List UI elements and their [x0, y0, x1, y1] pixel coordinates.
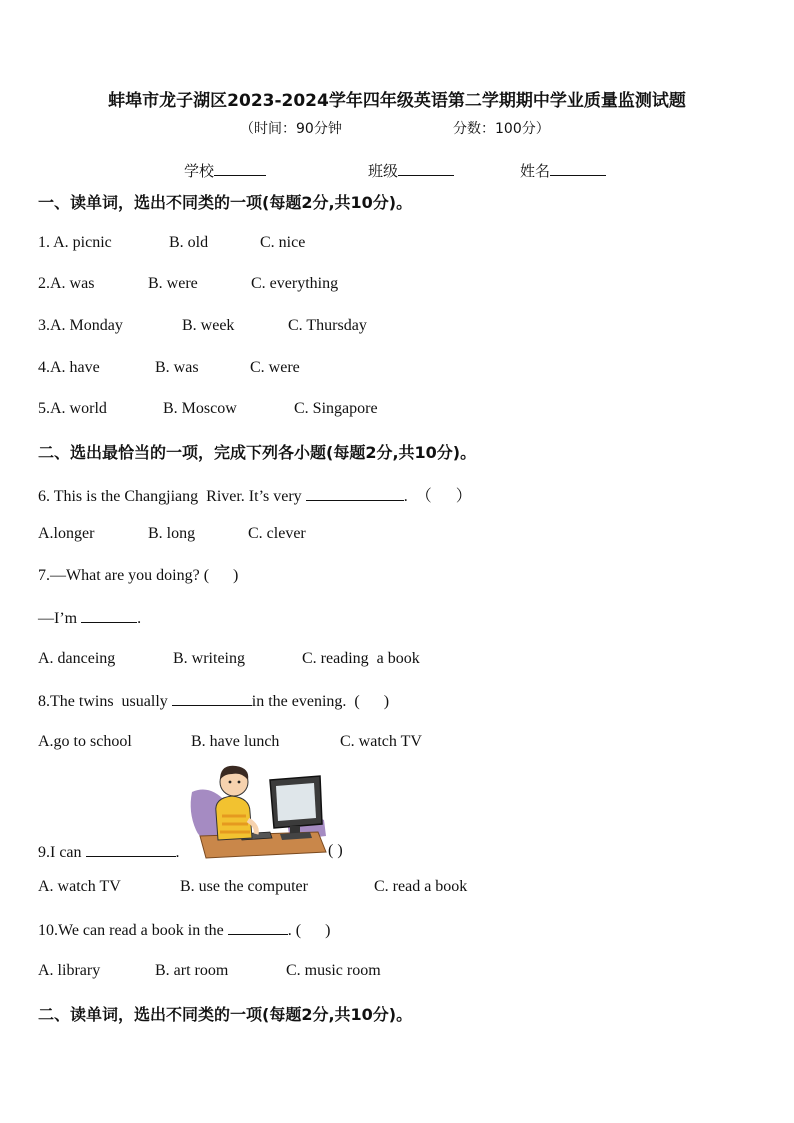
q4-option-c: C. were: [250, 359, 300, 376]
q2-option-a: 2.A. was: [38, 275, 95, 292]
q9-blank[interactable]: [86, 842, 176, 857]
class-field: [368, 160, 454, 181]
q8-option-b: B. have lunch: [191, 733, 280, 750]
q6-option-a: A.longer: [38, 525, 95, 542]
q7-option-b: B. writeing: [173, 650, 245, 667]
q7-answer-line: —I’m .: [38, 610, 142, 627]
q6-blank[interactable]: [306, 486, 404, 501]
q8-option-a: A.go to school: [38, 733, 132, 750]
q5-option-a: 5.A. world: [38, 400, 107, 417]
q1-option-a: 1. A. picnic: [38, 234, 112, 251]
q9-option-c: C. read a book: [374, 878, 468, 895]
q10-option-c: C. music room: [286, 962, 381, 979]
q6-stem: 6. This is the Changjiang River. It’s very . （ ）: [38, 488, 472, 505]
q4-option-a: 4.A. have: [38, 359, 100, 376]
q6-option-c: C. clever: [248, 525, 306, 542]
q9-stem: 9.I can .: [38, 844, 180, 861]
section-heading-3: 二、读单词，选出不同类的一项(每题2分,共10分)。: [38, 1005, 413, 1024]
q8-stem: 8.The twins usually in the evening. ( ): [38, 693, 390, 710]
q4-option-b: B. was: [155, 359, 199, 376]
q3-option-b: B. week: [182, 317, 235, 334]
q9-answer-paren: ( ): [328, 842, 343, 859]
q7-stem: 7.—What are you doing? ( ): [38, 567, 239, 584]
q1-option-b: B. old: [169, 234, 209, 251]
exam-time: （时间：90分钟: [240, 121, 342, 137]
boy-eye: [238, 781, 241, 784]
q5-option-c: C. Singapore: [294, 400, 378, 417]
q10-blank[interactable]: [228, 920, 288, 935]
q5-option-b: B. Moscow: [163, 400, 237, 417]
class-blank[interactable]: [398, 161, 454, 176]
q7-blank[interactable]: [81, 608, 137, 623]
class-label: 班级: [368, 162, 399, 180]
q8-blank[interactable]: [172, 691, 252, 706]
q7-option-a: A. danceing: [38, 650, 116, 667]
name-field: [520, 160, 606, 181]
name-blank[interactable]: [550, 161, 606, 176]
school-blank[interactable]: [214, 161, 266, 176]
boy-eye: [229, 781, 232, 784]
q10-option-b: B. art room: [155, 962, 229, 979]
school-label: 学校: [184, 162, 215, 180]
q2-option-b: B. were: [148, 275, 198, 292]
q3-option-c: C. Thursday: [288, 317, 367, 334]
q10-stem: 10.We can read a book in the . ( ): [38, 922, 331, 939]
boy-using-computer-illustration: [186, 762, 328, 860]
q6-option-b: B. long: [148, 525, 196, 542]
name-label: 姓名: [520, 162, 551, 180]
q3-option-a: 3.A. Monday: [38, 317, 123, 334]
page-title: 蚌埠市龙子湖区2023-2024学年四年级英语第二学期期中学业质量监测试题: [108, 91, 686, 111]
q9-option-a: A. watch TV: [38, 878, 121, 895]
q10-option-a: A. library: [38, 962, 101, 979]
exam-score: 分数：100分）: [453, 121, 550, 137]
q8-option-c: C. watch TV: [340, 733, 422, 750]
q9-option-b: B. use the computer: [180, 878, 308, 895]
q7-option-c: C. reading a book: [302, 650, 420, 667]
q2-option-c: C. everything: [251, 275, 339, 292]
monitor-screen: [276, 783, 316, 821]
school-field: [184, 160, 266, 181]
section-heading-1: 一、读单词，选出不同类的一项(每题2分,共10分)。: [38, 193, 413, 212]
section-heading-2: 二、选出最恰当的一项，完成下列各小题(每题2分,共10分)。: [38, 443, 477, 462]
q1-option-c: C. nice: [260, 234, 306, 251]
